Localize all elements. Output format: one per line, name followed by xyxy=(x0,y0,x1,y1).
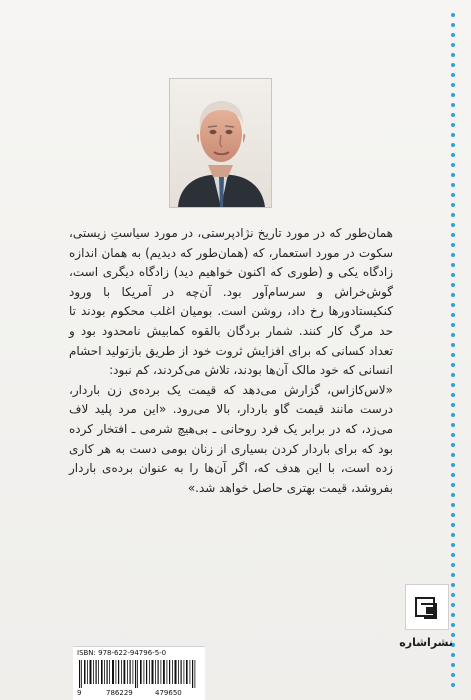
publisher-name: نشراشاره xyxy=(399,636,453,649)
spine-dot xyxy=(451,523,455,527)
spine-dot xyxy=(451,493,455,497)
spine-dot xyxy=(451,133,455,137)
barcode-left-group: 786229 xyxy=(106,689,133,697)
spine-dot xyxy=(451,23,455,27)
spine-dot xyxy=(451,383,455,387)
author-photo xyxy=(169,78,272,208)
spine-dot xyxy=(451,83,455,87)
isbn-barcode xyxy=(73,646,205,700)
spine-dot xyxy=(451,613,455,617)
spine-dot xyxy=(451,173,455,177)
spine-dot xyxy=(451,233,455,237)
spine-dot xyxy=(451,463,455,467)
spine-dot xyxy=(451,193,455,197)
spine-dot xyxy=(451,153,455,157)
spine-dot xyxy=(451,283,455,287)
publisher-logo-icon xyxy=(412,592,442,622)
spine-dot xyxy=(451,623,455,627)
spine-dot xyxy=(451,423,455,427)
spine-dot xyxy=(451,473,455,477)
spine-dot xyxy=(451,323,455,327)
spine-dot xyxy=(451,363,455,367)
spine-dot xyxy=(451,413,455,417)
spine-dot xyxy=(451,453,455,457)
barcode-icon xyxy=(77,660,201,688)
spine-dot xyxy=(451,443,455,447)
spine-dot xyxy=(451,513,455,517)
spine-dot xyxy=(451,583,455,587)
spine-dot xyxy=(451,483,455,487)
spine-dot xyxy=(451,113,455,117)
spine-dot xyxy=(451,353,455,357)
spine-dot xyxy=(451,33,455,37)
isbn-label: ISBN: 978-622-94796-5-0 xyxy=(77,649,167,657)
spine-dot xyxy=(451,433,455,437)
spine-dot xyxy=(451,373,455,377)
spine-dot xyxy=(451,553,455,557)
spine-dot xyxy=(451,563,455,567)
spine-dot xyxy=(451,43,455,47)
spine-dot xyxy=(451,203,455,207)
barcode-right-group: 479650 xyxy=(155,689,182,697)
spine-dot xyxy=(451,573,455,577)
publisher-logo-box xyxy=(405,584,449,630)
spine-dot xyxy=(451,533,455,537)
spine-dot xyxy=(451,213,455,217)
spine-dot xyxy=(451,53,455,57)
spine-dot xyxy=(451,143,455,147)
spine-dot xyxy=(451,603,455,607)
spine-dot xyxy=(451,263,455,267)
spine-dot xyxy=(451,313,455,317)
spine-dot xyxy=(451,653,455,657)
spine-dot xyxy=(451,333,455,337)
spine-dot xyxy=(451,403,455,407)
spine-dot xyxy=(451,673,455,677)
spine-dot xyxy=(451,73,455,77)
spine-dot xyxy=(451,253,455,257)
spine-dot xyxy=(451,543,455,547)
spine-dot xyxy=(451,163,455,167)
spine-dot xyxy=(451,503,455,507)
spine-dot xyxy=(451,303,455,307)
spine-dot xyxy=(451,103,455,107)
spine-dot xyxy=(451,123,455,127)
spine-dot xyxy=(451,93,455,97)
back-cover-excerpt: همان‌طور که در مورد تاریخ نژادپرستی، در مورد سیاستِ زیستی، سکوت در مورد استعمار، که (همان‌طور که دیدیم) به همان اندازه زادگاه یکی و (طوری که اکنون خواهیم دید) زادگاه دیگری است، گوش‌خراش و سرسام‌آور بود. آن‌چه در آمریکا با ورود کنکیستادورها رخ داد، روشن است. بومیان اغلب محکوم بودند تا حد مرگ کار کنند. شمار بردگان بالقوه کمابیش نامحدود بود و تعداد کسانی که برای افزایش ثروت خود از طریق بازتولید احشام انسانی که خود مالک آن‌ها بودند، تلاش می‌کردند، کم نبود: «لاس‌کازاس، گزارش می‌دهد که قیمت یک برده‌ی زن باردار، درست مانند قیمت گاو باردار، بالا می‌رود. «این مرد پلید لاف می‌زد، که در برابر یک فرد روحانی ـ بی‌هیچ شرمی ـ افتخار کرده بود که برای باردار کردن بسیاری از زنان بومی دست به هر کاری زده است، با این هدف که، اگر آن‌ها را به عنوان برده‌ی باردار بفروشد، قیمت بهتری حاصل خواهد شد.» xyxy=(69,226,393,495)
spine-dot xyxy=(451,683,455,687)
spine-dot xyxy=(451,243,455,247)
spine-dot xyxy=(451,223,455,227)
author-portrait-illustration xyxy=(170,79,271,207)
spine-dot xyxy=(451,593,455,597)
spine-dot xyxy=(451,273,455,277)
spine-dot xyxy=(451,13,455,17)
barcode-first-digit: 9 xyxy=(77,689,82,697)
spine-dot xyxy=(451,393,455,397)
spine-dot xyxy=(451,343,455,347)
spine-dot xyxy=(451,663,455,667)
spine-dot xyxy=(451,183,455,187)
spine-dot xyxy=(451,293,455,297)
spine-dot xyxy=(451,63,455,67)
